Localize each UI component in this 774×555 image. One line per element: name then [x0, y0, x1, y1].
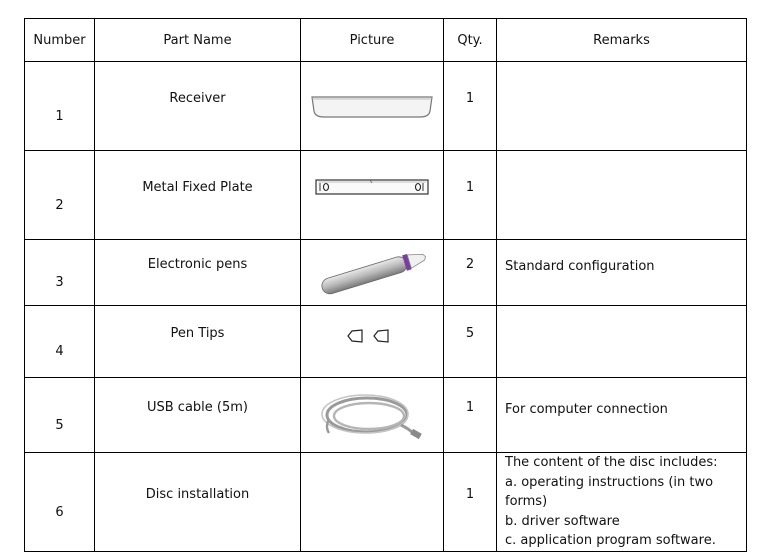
pen-tips-image [342, 324, 402, 348]
remarks: For computer connection [505, 401, 668, 417]
part-name: USB cable (5m) [146, 399, 248, 415]
empty-picture-cell [301, 453, 444, 552]
quantity: 1 [465, 486, 475, 502]
header-number: Number [25, 19, 95, 62]
usb-cable-image [317, 385, 427, 445]
table-row [25, 62, 747, 151]
remark-line: The content of the disc includes: [505, 455, 718, 471]
header-part-name: Part Name [95, 19, 301, 62]
remarks: Standard configuration [505, 259, 655, 274]
part-name: Electronic pens [147, 257, 248, 272]
electronic-pen-image [310, 245, 434, 301]
row-number: 2 [55, 197, 64, 213]
table-row [25, 151, 747, 240]
row-number: 5 [55, 417, 64, 433]
header-remarks: Remarks [497, 19, 747, 62]
disc-contents-remarks [505, 453, 746, 551]
remark-line: a. operating instructions (in two [505, 474, 714, 490]
part-name: Metal Fixed Plate [142, 179, 253, 195]
remark-line: c. application program software. [505, 533, 716, 549]
table-row [25, 306, 747, 378]
part-name: Disc installation [145, 486, 250, 502]
quantity: 1 [465, 179, 475, 195]
metal-plate-image [314, 174, 430, 204]
row-number: 1 [55, 108, 64, 124]
table-row [25, 453, 747, 552]
remark-line: forms) [505, 494, 548, 510]
part-name: Pen Tips [170, 326, 225, 341]
row-number: 4 [55, 344, 64, 359]
row-number: 3 [55, 275, 64, 290]
table-header-row [25, 19, 747, 62]
header-qty: Qty. [444, 19, 497, 62]
quantity: 2 [465, 257, 475, 272]
table-row [25, 378, 747, 453]
quantity: 1 [465, 90, 475, 106]
row-number: 6 [55, 504, 64, 520]
header-picture: Picture [301, 19, 444, 62]
receiver-bar-image [310, 89, 434, 123]
part-name: Receiver [169, 90, 226, 106]
table-row [25, 240, 747, 306]
quantity: 1 [465, 399, 475, 415]
quantity: 5 [465, 326, 475, 341]
parts-list-table [24, 18, 747, 552]
remark-line: b. driver software [505, 513, 620, 529]
